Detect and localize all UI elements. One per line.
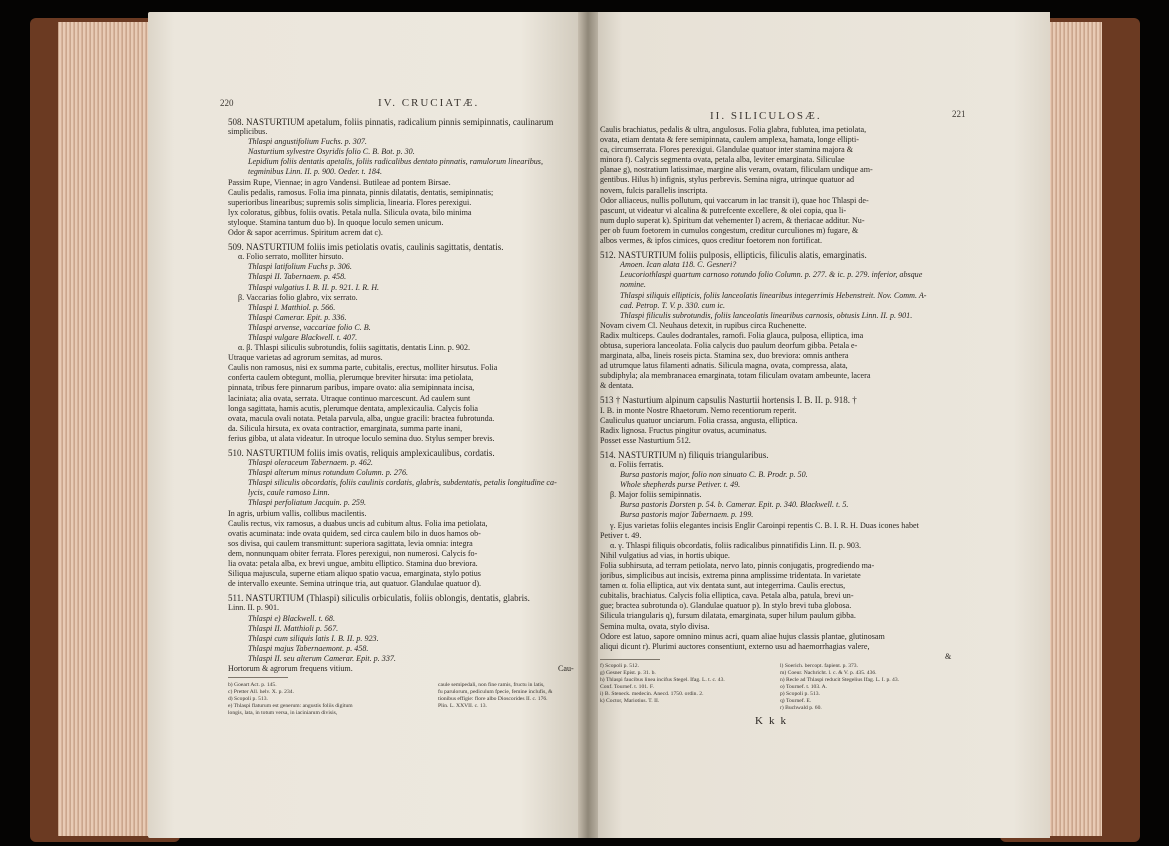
text-line: sos divisa, qui caulem transmittunt: superiora sagittata, levia omnia: integra — [228, 538, 473, 548]
text-line: lyx coloratus, gibbus, foliis ovatis. Petala nulla. Silicula ovata, bilo minima — [228, 207, 472, 217]
text-line: laciniata; alia ovata, serrata. Utraque continuo marcescunt. Ad caulem sunt — [228, 393, 471, 403]
right-text-column — [600, 125, 955, 652]
text-line: Radix multiceps. Caules dodrantales, ramofi. Folia glauca, pulposa, elliptica, ima — [600, 330, 864, 340]
right-running-title: II. SILICULOSÆ. — [710, 110, 822, 122]
text-line: 512. NASTURTIUM foliis pulposis, ellipticis, filiculis alatis, emarginatis. — [600, 250, 867, 261]
text-line: Bursa pastoris major Tabernaem. p. 199. — [620, 510, 754, 520]
text-line: Thlaspi perfoliatum Jacquin. p. 259. — [248, 498, 367, 508]
text-line: superioribus linearibus; supremis solis simplicia, linearia. Flores perexigui. — [228, 197, 472, 207]
text-line: simplicibus. — [228, 127, 268, 137]
text-line: Thlaspi vulgare Blackwell. t. 407. — [248, 332, 358, 342]
text-line: novem, fulcis parallelis inscripta. — [600, 185, 708, 195]
text-line: joribus, simplicibus aut incisis, extrema pinna amplissime tridentata. In varietate — [600, 571, 861, 581]
text-line: nomine. — [620, 280, 646, 290]
text-line: tegminibus Linn. II. p. 900. Oeder. t. 184. — [248, 167, 382, 177]
text-line: Silicula triangularis q), fursum dilatata, emarginata, super hilum paulum gibba. — [600, 611, 856, 621]
text-line: Thlaspi latifolium Fuchs p. 306. — [248, 262, 352, 272]
text-line: ovatis acuminata: inde ovata quidem, sed circa caulem bilo in duos hamos ob- — [228, 528, 481, 538]
text-line: Thlaspi alterum minus rotundum Column. p. 276. — [248, 468, 409, 478]
text-line: Thlaspi II. Matthioli p. 567. — [248, 623, 339, 633]
footnote: fu parulorum, pediculum fpecie, femine inclufis, & — [438, 689, 553, 695]
text-line: ovata, macula ovali notata. Petala parvula, alba, ungue gracili: bractea fubrotunda. — [228, 413, 495, 423]
footnote: b) Goeart Act. p. 145. — [228, 682, 277, 688]
text-line: styloque. Stamina tantum duo b). In quoque loculo semen unicum. — [228, 217, 444, 227]
footnote: Conf. Tournef. t. 101. F. — [600, 684, 654, 690]
text-line: lia ovata: petala alba, ex brevi ungue, ambitu elliptico. Stamina duo breviora. — [228, 559, 478, 569]
text-line: 510. NASTURTIUM foliis imis ovatis, reliquis amplexicaulibus, cordatis. — [228, 448, 495, 458]
text-line: cubitalis, brachiatus. Calycis folia elliptica, cava. Petala alba, patula, brevi un- — [600, 591, 854, 601]
text-line: Thlaspi arvense, vaccariae folio C. B. — [248, 322, 371, 332]
text-line: lycis, caule ramoso Linn. — [248, 488, 330, 498]
text-line: Leucoriothlaspi quartum carnoso rotundo folio Column. p. 277. & ic. p. 279. inferior, absque — [620, 270, 923, 280]
footnote: m) Coeur. Nachricht. l. c. & V. p. 435. 436. — [780, 670, 877, 676]
text-line: 509. NASTURTIUM foliis imis petiolatis ovatis, caulinis sagittatis, dentatis. — [228, 242, 504, 253]
text-line: Caulis pedalis, ramosus. Folia ima pinnata, pinnis dilatatis, dentatis, semipinnatis; — [228, 187, 494, 197]
text-line: Linn. II. p. 901. — [228, 603, 280, 613]
text-line: Passim Rupe, Viennae; in agro Vandensi. Butileae ad pontem Birsae. — [228, 177, 451, 187]
right-catchword: & — [945, 652, 952, 661]
text-line: per ob fuum foetorem in cumulos congestum, creditur curculiones m) fugare, & — [600, 225, 859, 235]
footnote: i) B. Steneck. medecin. Anecd. 1750. ordin. 2. — [600, 691, 704, 697]
text-line: Whole shepherds purse Petiver. t. 49. — [620, 480, 741, 490]
right-page — [590, 12, 1050, 838]
text-line: Thlaspi vulgatius I. B. II. p. 921. I. R. H. — [248, 282, 380, 292]
footnote: n) Recle ad Thlaspi reducit Stegelius Ifag. L. I. p. 43. — [780, 677, 900, 683]
text-line: Amoen. Ican alata 118. C. Gesneri? — [620, 260, 737, 270]
text-line: marginata, alba, lineis roseis picta. Stamina sex, duo breviora: omnis anthera — [600, 351, 849, 361]
text-line: Caulis rectus, vix ramosus, a duabus uncis ad cubitum altus. Folia ima petiolata, — [228, 518, 488, 528]
text-line: ovata, etiam dentata & fere semipinnata, caulem amplexa, hamata, longe ellipti- — [600, 135, 859, 145]
text-line: num duplo superat k). Spiritum dat vehementer l) acrem, & theriacae additur. Nu- — [600, 215, 865, 225]
text-line: Novam civem Cl. Neuhaus detexit, in rupibus circa Ruchenette. — [600, 320, 807, 330]
text-line: β. Vaccarias folio glabro, vix serrato. — [238, 292, 358, 302]
text-line: Thlaspi II. Tabernaem. p. 458. — [248, 272, 347, 282]
text-line: ad utrumque latus filamenti adnatis. Silicula magna, ovata, compressa, alata, — [600, 361, 848, 371]
footnote: tionibus effigie: flore albo Dioscorides II. c. 176. — [438, 696, 548, 702]
text-line: 511. NASTURTIUM (Thlaspi) siliculis orbiculatis, foliis oblongis, dentatis, glabris. — [228, 593, 530, 604]
text-line: Thlaspi e) Blackwell. t. 68. — [248, 613, 335, 623]
text-line: obtusa, superiora lanceolata. Folia calycis duo paulum deorfum gibba. Petala e- — [600, 340, 858, 350]
footnote: d) Scopoli p. 513. — [228, 696, 268, 702]
text-line: Odor & sapor acerrimus. Spiritum acrem dat c). — [228, 228, 383, 238]
text-line: Nihil vulgatius ad vias, in hortis ubique. — [600, 550, 730, 560]
book-gutter — [578, 12, 598, 838]
text-line: dem, nonnunquam obiter ferrata. Flores perexigui, non numerosi. Calycis fo- — [228, 548, 478, 558]
page-edges-left — [58, 22, 156, 836]
footnote: longis, lata, in totum versa, in iaciniarum divisis, — [228, 710, 338, 716]
text-line: ca, circumserrata. Flores perexigui. Glandulae quatuor inter stamina majora & — [600, 145, 854, 155]
text-line: Semina multa, ovata, stylo divisa. — [600, 621, 710, 631]
text-line: γ. Ejus varietas foliis elegantes incisis Englir Caroinpi repentis C. B. I. R. H. Duas icones habet — [610, 520, 919, 530]
left-running-title: IV. CRUCIATÆ. — [378, 97, 480, 109]
text-line: gue; bractea subrotunda o). Glandulae quatuor p). In stylo brevi tuba globosa. — [600, 601, 852, 611]
footnote-rule — [228, 677, 288, 678]
text-line: Thlaspi Camerar. Epit. p. 336. — [248, 312, 347, 322]
text-line: planae g), nostratium latissimae, margine alis veram, ovatam, filiculam undique am- — [600, 165, 873, 175]
text-line: Thlaspi I. Matthiol. p. 566. — [248, 302, 336, 312]
left-page — [148, 12, 586, 838]
text-line: gentibus. Hilus h) infignis, stylus perbrevis. Semina nigra, utrinque quatuor ad — [600, 175, 855, 185]
text-line: In agris, urbium vallis, collibus macilentis. — [228, 508, 367, 518]
footnote: q) Tournef. E. — [780, 698, 812, 704]
text-line: Radix lignosa. Fructus pingitur ovatus, acuminatus. — [600, 425, 767, 435]
text-line: Thlaspi siliculis obcordatis, foliis caulinis cordatis, glabris, subdentatis, petalis longitudine ca- — [248, 478, 557, 488]
left-catchword: Cau- — [558, 664, 574, 673]
text-line: Posset esse Nasturtium 512. — [600, 435, 691, 445]
text-line: Folia subhirsuta, ad terram petiolata, nervo lato, pinnis conjugatis, progrediendo ma- — [600, 560, 875, 570]
text-line: Siliqua majuscula, superne etiam aliquo spatio vacua, emarginata, stylo potius — [228, 569, 481, 579]
text-line: pascunt, ut videatur vi alcalina & putrefcente excellere, & olei copia, qua li- — [600, 205, 847, 215]
footnote: f) Scopoli p. 512. — [600, 663, 639, 669]
text-line: tamen α. folia elliptica, aut vix dentata sunt, aut integerrima. Caulis erectus, — [600, 581, 846, 591]
text-line: Thlaspi siliquis ellipticis, foliis lanceolatis linearibus integerrimis Hebenstreit. Nov. Comm. A- — [620, 290, 927, 300]
text-line: longa sagittata, hamis acutis, plerumque dentata, amplexicaulia. Calycis folia — [228, 403, 478, 413]
right-footnotes-a — [600, 663, 760, 705]
text-line: Thlaspi majus Tabernaemont. p. 458. — [248, 643, 369, 653]
text-line: α. Folio serrato, molliter hirsuto. — [238, 252, 344, 262]
text-line: Nasturtium sylvestre Osyridis folio C. B. Bot. p. 30. — [248, 147, 415, 157]
footnote: Plin. L. XXVII. c. 13. — [438, 703, 487, 709]
right-footnotes-b — [780, 663, 955, 712]
text-line: conferta caulem obtegunt, mollia, plerumque breviter hirsuta: ima petiolata, — [228, 373, 474, 383]
text-line: Thlaspi oleraceum Tabernaem. p. 462. — [248, 458, 373, 468]
left-page-number: 220 — [220, 98, 234, 108]
left-footnotes-b — [438, 682, 583, 710]
text-line: α. Foliis ferratis. — [610, 460, 664, 469]
footnote: g) Gesner Epist. p. 31. b. — [600, 670, 656, 676]
text-line: Utraque varietas ad agrorum semitas, ad muros. — [228, 353, 383, 363]
text-line: 514. NASTURTIUM n) filiquis triangularibus. — [600, 449, 769, 460]
text-line: da. Silicula hirsuta, ex ovata contractior, emarginata, summa parte inani, — [228, 423, 463, 433]
footnote: r) Buchwald p. 60. — [780, 705, 822, 711]
text-line: I. B. in monte Nostre Rhaetorum. Nemo recentiorum reperit. — [600, 405, 797, 415]
footnote: p) Scopoli p. 513. — [780, 691, 820, 697]
signature-mark: Kkk — [755, 715, 792, 727]
text-line: Thlaspi angustifolium Fuchs. p. 307. — [248, 137, 367, 147]
text-line: Thlaspi II. seu alterum Camerar. Epit. p. 337. — [248, 653, 396, 663]
left-text-column — [228, 117, 580, 674]
left-footnotes-a — [228, 682, 398, 717]
text-line: Petiver t. 49. — [600, 530, 642, 540]
text-line: subdiphyla; ala membranacea emarginata, totam filiculam ovatam ambeunte, lacera — [600, 371, 871, 381]
text-line: & dentata. — [600, 381, 634, 391]
text-line: cad. Petrop. T. V. p. 330. cum ic. — [620, 300, 726, 310]
text-line: Hortorum & agrorum frequens vitium. — [228, 663, 353, 673]
right-page-number: 221 — [952, 109, 966, 119]
text-line: albos vermes, & ipfos cimices, quos creditur foetorem non fortificat. — [600, 236, 823, 246]
footnote: e) Thlaspi flaturum est generum: angustis foliis digitum — [228, 703, 353, 709]
text-line: de intervallo exeunte. Semina utrinque tria, aut quatuor. Glandulae quatuor d). — [228, 579, 482, 589]
footnote: k) Coctor, Mariotius. T. II. — [600, 698, 660, 704]
footnote-rule-right — [600, 659, 660, 660]
footnote: h) Thlaspi faucibus linea incifus Stegel. Ifag. L. t. c. 43. — [600, 677, 725, 683]
text-line: Cauliculus quatuor unciarum. Folia crassa, angusta, elliptica. — [600, 415, 798, 425]
text-line: α. γ. Thlaspi filiquis obcordatis, foliis radicalibus pinnatifidis Linn. II. p. 903. — [610, 540, 862, 550]
text-line: Caulis non ramosus, nisi ex summa parte, cubitalis, erectus, molliter hirsutus. Folia — [228, 363, 498, 373]
text-line: 508. NASTURTIUM apetalum, foliis pinnatis, radicalium pinnis semipinnatis, caulinarum — [228, 117, 554, 127]
text-line: Bursa pastoris major, folio non sinuato C. B. Prodr. p. 50. — [620, 470, 808, 480]
footnote: o) Tournef. t. 103. A. — [780, 684, 828, 690]
text-line: Odore est latuo, sapore omnino minus acri, quam aliae hujus classis plantae, glutinosam — [600, 631, 885, 641]
text-line: aliqui dicunt r). Plurimi auctores consentiunt, externo usu ad haemorrhagias valere, — [600, 641, 870, 651]
footnote: c) Pretter All. helv. X. p. 234. — [228, 689, 294, 695]
text-line: Odor alliaceus, nullis pollutum, qui vaccarum in lac transit i), quae hoc Thlaspi de- — [600, 195, 869, 205]
text-line: Bursa pastoris Dorsten p. 54. b. Camerar. Epit. p. 340. Blackwell. t. 5. — [620, 500, 849, 510]
text-line: 513 † Nasturtium alpinum capsulis Nasturtii hortensis I. B. II. p. 918. † — [600, 395, 857, 406]
text-line: minora f). Calycis segmenta ovata, petala alba, leviter emarginata. Siliculae — [600, 155, 845, 165]
footnote: l) Soerich. bercopt. fapient. p. 373. — [780, 663, 858, 669]
text-line: β. Major foliis semipinnatis. — [610, 490, 702, 500]
footnote: caule semipedali, non fine ramis, fructu in latis, — [438, 682, 545, 688]
text-line: Thlaspi filiculis subrotundis, foliis lanceolatis linearibus carnosis, obtusis Linn. II. p. 901. — [620, 310, 913, 320]
text-line: ferius gibba, ut alata videatur. In utroque loculo semina duo. Stylus semper brevis. — [228, 433, 495, 443]
text-line: α. β. Thlaspi siliculis subrotundis, foliis sagittatis, dentatis Linn. p. 902. — [238, 343, 471, 353]
text-line: Caulis brachiatus, pedalis & ultra, angulosus. Folia glabra, fubluteа, ima petiolata, — [600, 125, 867, 134]
text-line: pinnata, tribus fere pinnarum paribus, impare ovato: alia semipinnata incisa, — [228, 383, 475, 393]
text-line: Thlaspi cum siliquis latis I. B. II. p. 923. — [248, 633, 379, 643]
text-line: Lepidium foliis dentatis apetalis, foliis radicalibus dentato pinnatis, ramulorum linearibus, — [248, 157, 543, 167]
